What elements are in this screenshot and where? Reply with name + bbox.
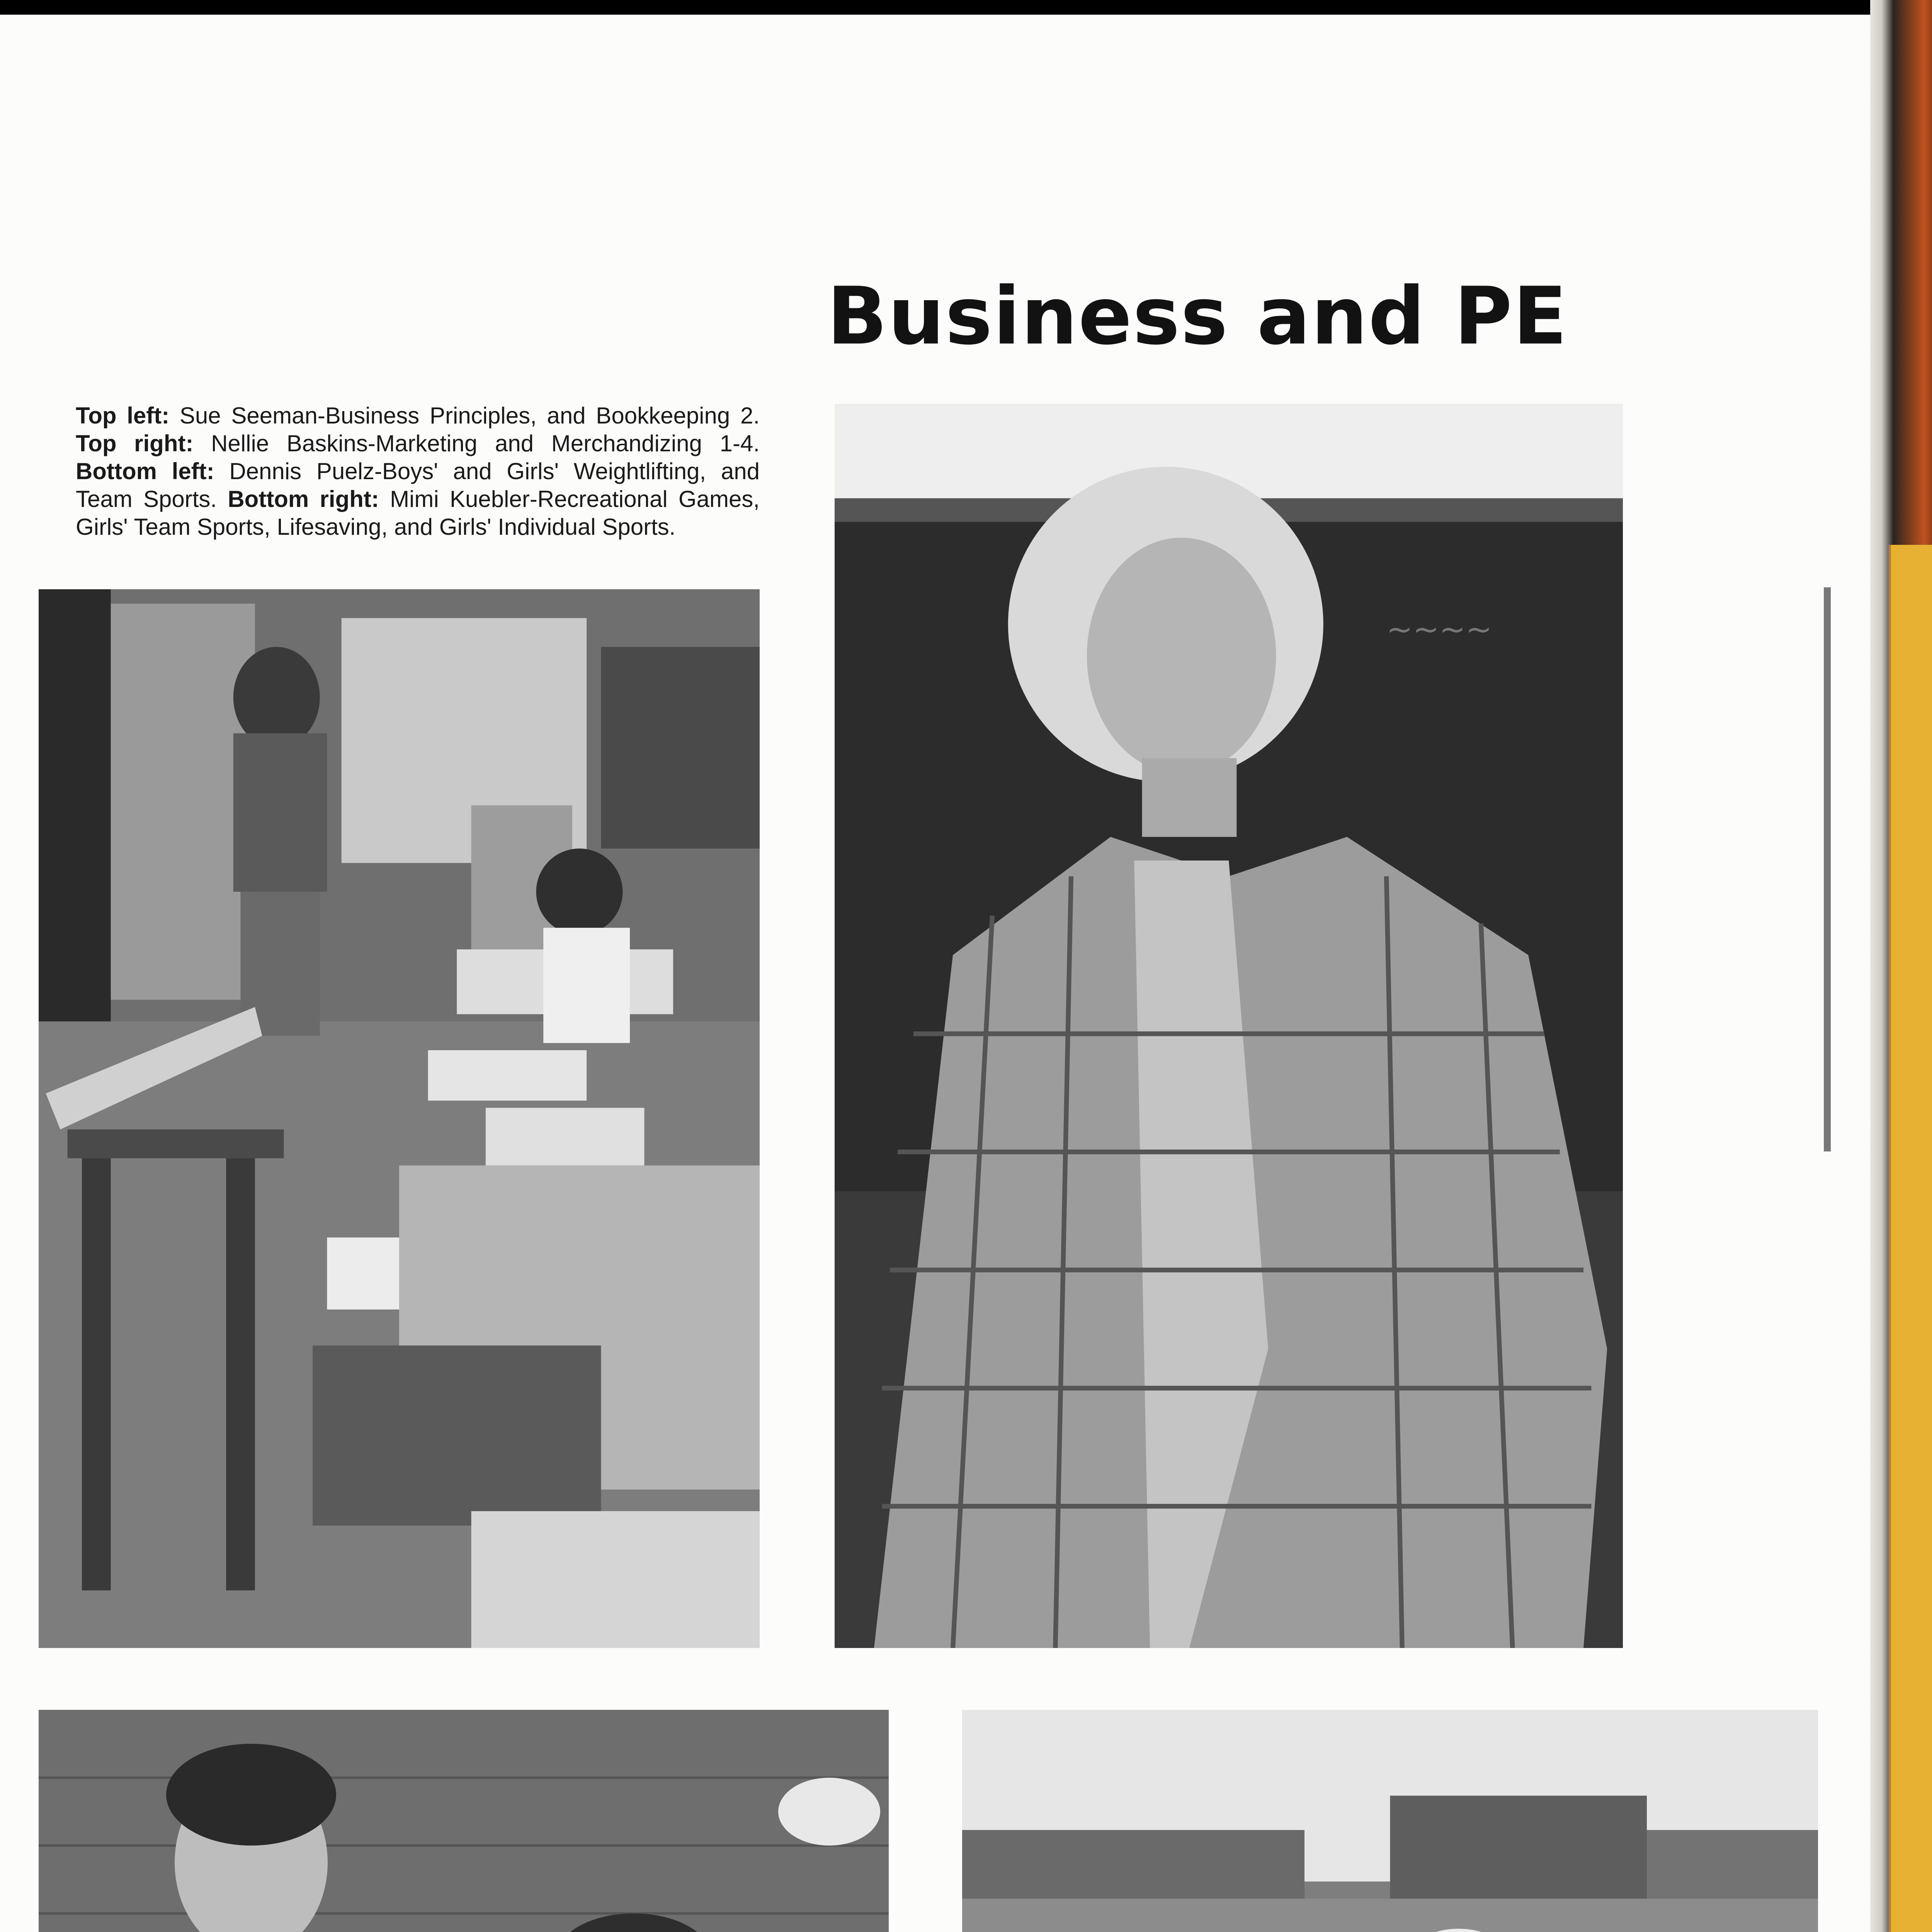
yellow-page-tab [1889, 545, 1932, 1932]
photo-bottom-right-field [962, 1710, 1818, 1932]
photo-top-left-classroom [39, 589, 760, 1648]
caption-bottom-left-text: Dennis Puelz-Boys' and Girls' Weightlifting, and Team Sports. [76, 458, 760, 512]
photo-bottom-left-two-men [39, 1710, 889, 1932]
caption-top-left-label: Top left: [76, 403, 170, 429]
page-title: Business and PE [827, 270, 1568, 362]
caption-top-right-text: Nellie Baskins-Marketing and Merchandizing 1-4. [193, 430, 760, 456]
scan-top-edge [0, 0, 1932, 15]
caption-bottom-right-text: Mimi Kuebler-Recreational Games, Girls' Team Sports, Lifesaving, and Girls' Individual Sports. [76, 486, 760, 540]
caption-top-left-text: Sue Seeman-Business Principles, and Bookkeeping 2. [169, 403, 760, 429]
caption-bottom-left-label: Bottom left: [76, 458, 214, 484]
binding-line [1824, 587, 1831, 1151]
photo-caption [76, 402, 760, 541]
photo-top-right-portrait [835, 404, 1623, 1648]
caption-bottom-right-label: Bottom right: [228, 486, 379, 512]
svg-text:~~~~: ~~~~ [1386, 611, 1492, 648]
caption-top-right-label: Top right: [76, 430, 194, 456]
